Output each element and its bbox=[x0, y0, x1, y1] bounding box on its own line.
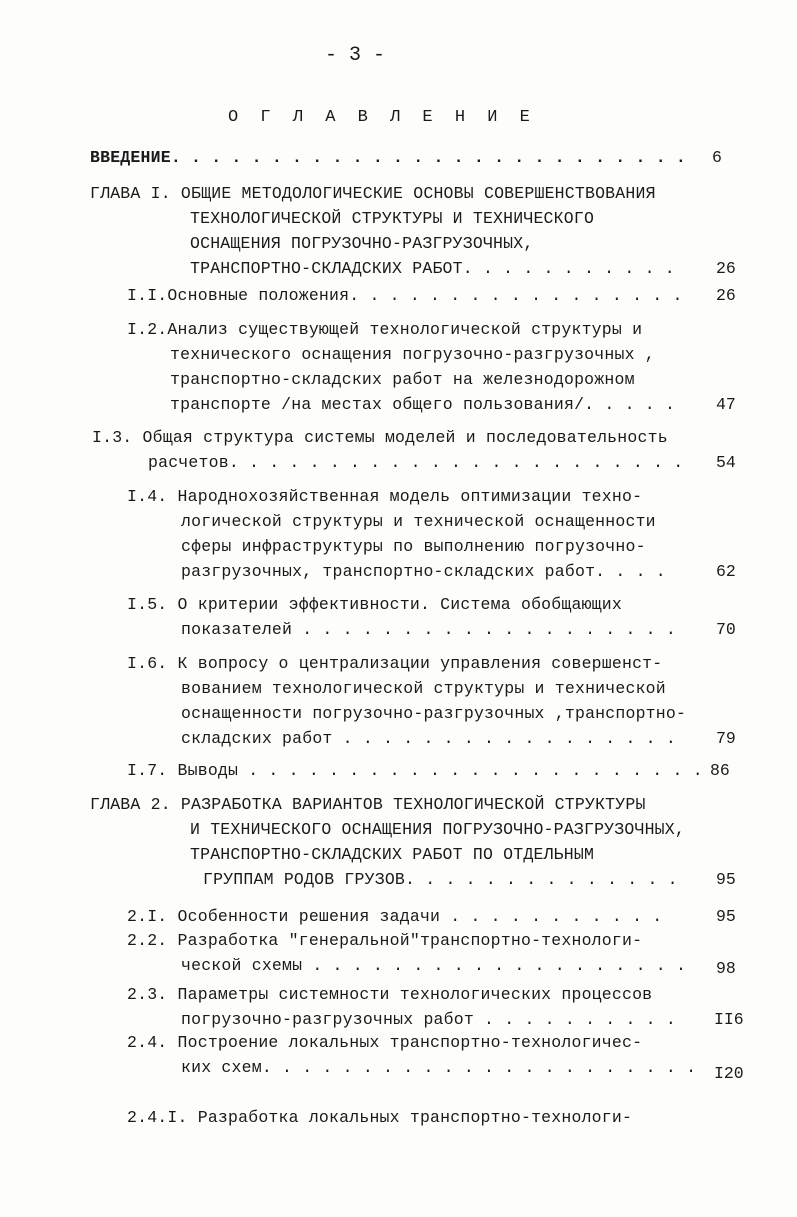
section-1-4-line-1: I.4. Народнохозяйственная модель оптимизации техно- bbox=[127, 487, 643, 506]
chapter-1-title-line-4: ТРАНСПОРТНО-СКЛАДСКИХ РАБОТ. . . . . . . . . . . bbox=[190, 259, 675, 278]
toc-page-chapter-2: 95 bbox=[716, 870, 736, 889]
chapter-1-title-line-1: ГЛАВА I. ОБЩИЕ МЕТОДОЛОГИЧЕСКИЕ ОСНОВЫ СОВЕРШЕНСТВОВАНИЯ bbox=[90, 184, 656, 203]
chapter-1-title-line-3: ОСНАЩЕНИЯ ПОГРУЗОЧНО-РАЗГРУЗОЧНЫХ, bbox=[190, 234, 534, 253]
toc-page-section-2-3: II6 bbox=[714, 1010, 744, 1029]
section-2-2-line-1: 2.2. Разработка "генеральной"транспортно-технологи- bbox=[127, 931, 643, 950]
section-1-6-line-2: вованием технологической структуры и технической bbox=[181, 679, 666, 698]
chapter-2-title-line-4: ГРУППАМ РОДОВ ГРУЗОВ. . . . . . . . . . . . . . bbox=[203, 870, 678, 889]
toc-page-section-1-7: 86 bbox=[710, 761, 730, 780]
section-1-2-line-2: технического оснащения погрузочно-разгрузочных , bbox=[170, 345, 655, 364]
toc-page-intro: 6 bbox=[712, 148, 722, 167]
chapter-2-title-line-2: И ТЕХНИЧЕСКОГО ОСНАЩЕНИЯ ПОГРУЗОЧНО-РАЗГРУЗОЧНЫХ, bbox=[190, 820, 685, 839]
section-1-6-line-1: I.6. К вопросу о централизации управления совершенст- bbox=[127, 654, 663, 673]
toc-page-section-1-5: 70 bbox=[716, 620, 736, 639]
toc-page-section-2-1: 95 bbox=[716, 907, 736, 926]
toc-page-section-1-1: 26 bbox=[716, 286, 736, 305]
toc-page-section-1-6: 79 bbox=[716, 729, 736, 748]
toc-page-section-2-2: 98 bbox=[716, 959, 736, 978]
toc-entry-intro: ВВЕДЕНИЕ. . . . . . . . . . . . . . . . . . . . . . . . . . bbox=[90, 148, 686, 167]
page-number: - 3 - bbox=[325, 44, 386, 67]
contents-title: О Г Л А В Л Е Н И Е bbox=[228, 108, 536, 127]
section-2-3-line-1: 2.3. Параметры системности технологических процессов bbox=[127, 985, 653, 1004]
section-1-1: I.I.Основные положения. . . . . . . . . . . . . . . . . bbox=[127, 286, 683, 305]
section-2-3-line-2: погрузочно-разгрузочных работ . . . . . . . . . . bbox=[181, 1010, 676, 1029]
toc-page-section-1-4: 62 bbox=[716, 562, 736, 581]
section-1-4-line-2: логической структуры и технической оснащенности bbox=[181, 512, 656, 531]
toc-page-section-2-4: I20 bbox=[714, 1064, 744, 1083]
section-1-2-line-3: транспортно-складских работ на железнодорожном bbox=[170, 370, 635, 389]
section-2-4-line-1: 2.4. Построение локальных транспортно-технологичес- bbox=[127, 1033, 643, 1052]
toc-page-chapter-1: 26 bbox=[716, 259, 736, 278]
chapter-2-title-line-3: ТРАНСПОРТНО-СКЛАДСКИХ РАБОТ ПО ОТДЕЛЬНЫМ bbox=[190, 845, 595, 864]
section-1-6-line-3: оснащенности погрузочно-разгрузочных ,транспортно- bbox=[181, 704, 687, 723]
section-2-1: 2.I. Особенности решения задачи . . . . . . . . . . . bbox=[127, 907, 663, 926]
section-1-5-line-1: I.5. О критерии эффективности. Система обобщающих bbox=[127, 595, 622, 614]
section-2-2-line-2: ческой схемы . . . . . . . . . . . . . . . . . . . bbox=[181, 956, 687, 975]
section-2-4-1: 2.4.I. Разработка локальных транспортно-технологи- bbox=[127, 1108, 633, 1127]
section-1-3-line-1: I.3. Общая структура системы моделей и последовательность bbox=[92, 428, 668, 447]
section-1-4-line-4: разгрузочных, транспортно-складских работ. . . . bbox=[181, 562, 666, 581]
section-2-4-line-2: ких схем. . . . . . . . . . . . . . . . . . . . . . bbox=[181, 1058, 697, 1077]
section-1-2-line-4: транспорте /на местах общего пользования/. . . . . bbox=[170, 395, 676, 414]
section-1-6-line-4: складских работ . . . . . . . . . . . . . . . . . bbox=[181, 729, 676, 748]
section-1-3-line-2: расчетов. . . . . . . . . . . . . . . . . . . . . . . bbox=[148, 453, 684, 472]
section-1-5-line-2: показателей . . . . . . . . . . . . . . . . . . . bbox=[181, 620, 676, 639]
section-1-2-line-1: I.2.Анализ существующей технологической структуры и bbox=[127, 320, 643, 339]
toc-page-section-1-3: 54 bbox=[716, 453, 736, 472]
section-1-7: I.7. Выводы . . . . . . . . . . . . . . . . . . . . . . . bbox=[127, 761, 703, 780]
section-1-4-line-3: сферы инфраструктуры по выполнению погрузочно- bbox=[181, 537, 646, 556]
chapter-2-title-line-1: ГЛАВА 2. РАЗРАБОТКА ВАРИАНТОВ ТЕХНОЛОГИЧЕСКОЙ СТРУКТУРЫ bbox=[90, 795, 646, 814]
toc-page-section-1-2: 47 bbox=[716, 395, 736, 414]
chapter-1-title-line-2: ТЕХНОЛОГИЧЕСКОЙ СТРУКТУРЫ И ТЕХНИЧЕСКОГО bbox=[190, 209, 595, 228]
